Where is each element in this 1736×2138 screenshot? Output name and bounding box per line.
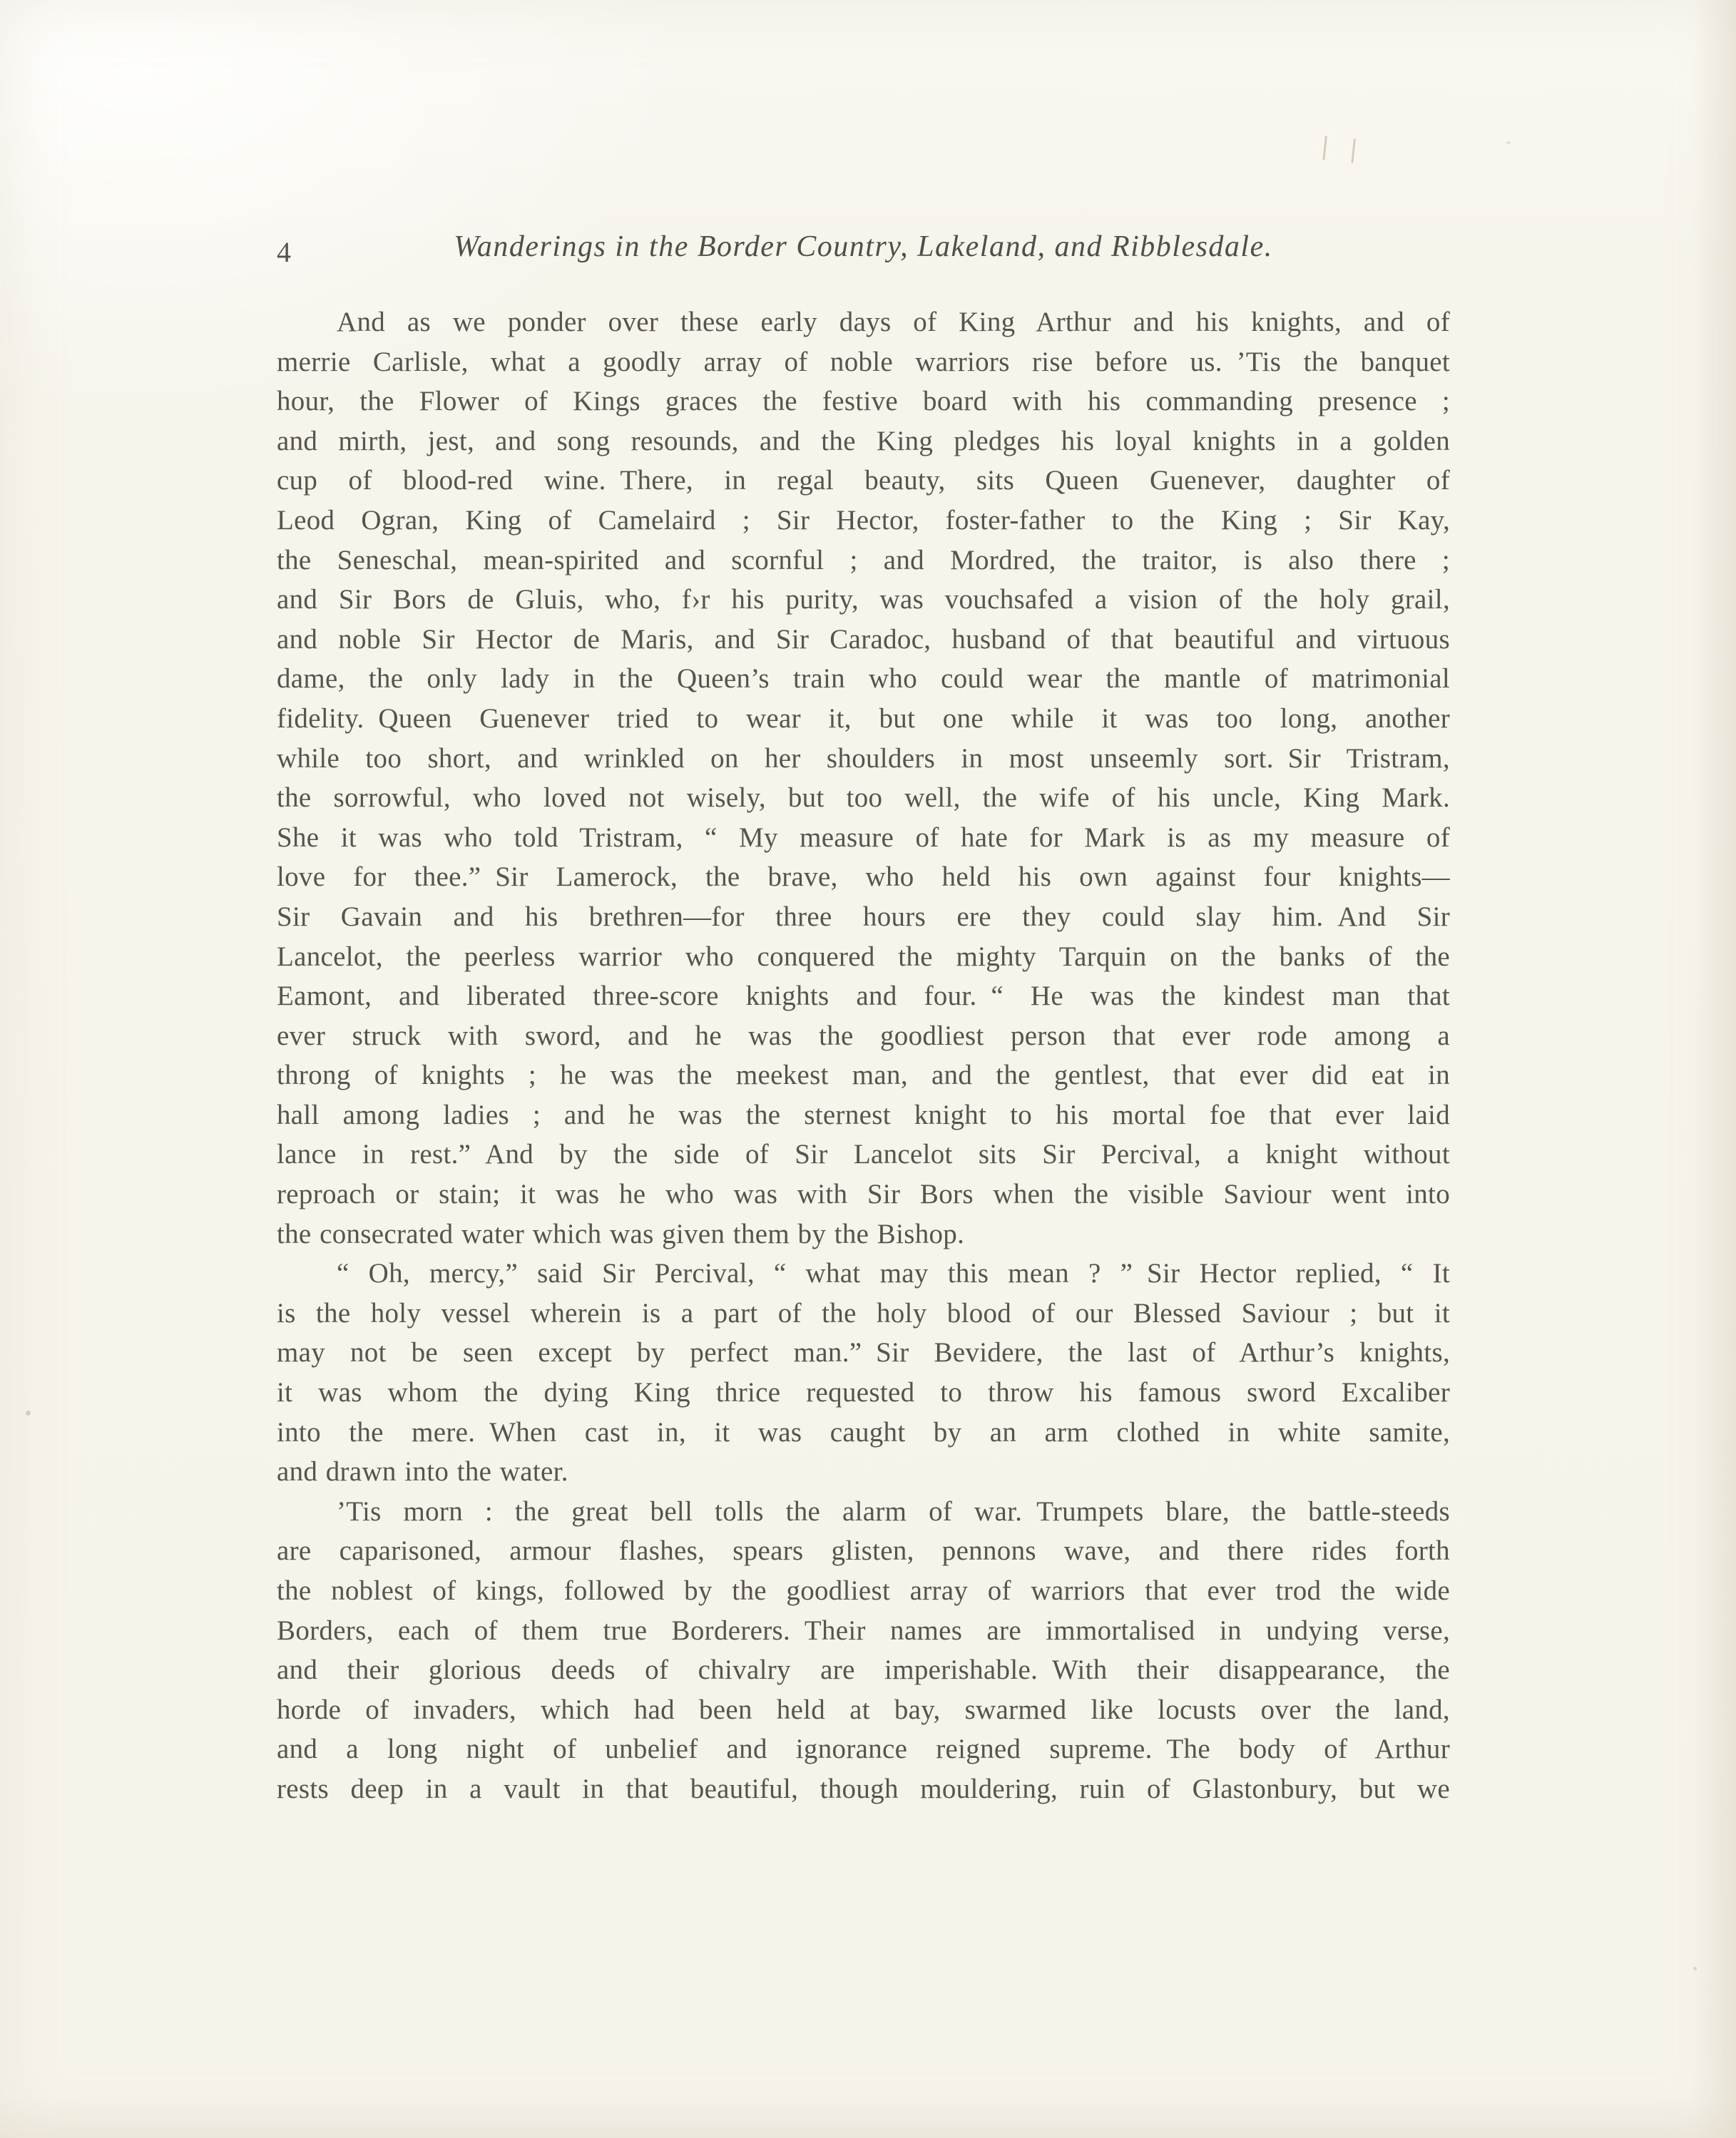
text-line: Lancelot, the peerless warrior who conquered the mighty Tarquin on the banks of the	[277, 941, 1450, 972]
paper-speck	[26, 1411, 31, 1416]
text-line: and mirth, jest, and song resounds, and the King pledges his loyal knights in a golden	[277, 425, 1450, 456]
text-line: ever struck with sword, and he was the goodliest person that ever rode among a	[277, 1020, 1450, 1051]
text-line: and their glorious deeds of chivalry are imperishable. With their disappearance, the	[277, 1654, 1450, 1686]
text-line: while too short, and wrinkled on her shoulders in most unseemly sort. Sir Tristram,	[277, 742, 1450, 774]
text-line: She it was who told Tristram, “ My measure of hate for Mark is as my measure of	[277, 822, 1450, 853]
text-line: and a long night of unbelief and ignorance reigned supreme. The body of Arthur	[277, 1734, 1450, 1765]
text-line: are caparisoned, armour flashes, spears glisten, pennons wave, and there rides forth	[277, 1535, 1450, 1567]
text-line: Eamont, and liberated three-score knights and four. “ He was the kindest man that	[277, 981, 1450, 1012]
text-line: reproach or stain; it was he who was with Sir Bors when the visible Saviour went into	[277, 1179, 1450, 1210]
text-line: and Sir Bors de Gluis, who, f›r his purity, was vouchsafed a vision of the holy grail,	[277, 584, 1450, 615]
text-line: the noblest of kings, followed by the goodliest array of warriors that ever trod the wide	[277, 1575, 1450, 1606]
text-line: Leod Ogran, King of Camelaird ; Sir Hector, foster-father to the King ; Sir Kay,	[277, 504, 1450, 536]
text-line: hour, the Flower of Kings graces the festive board with his commanding presence ;	[277, 386, 1450, 417]
text-line: and drawn into the water.	[277, 1456, 568, 1488]
text-line: lance in rest.” And by the side of Sir Lancelot sits Sir Percival, a knight without	[277, 1139, 1450, 1170]
text-line: hall among ladies ; and he was the sternest knight to his mortal foe that ever laid	[277, 1099, 1450, 1130]
text-line: it was whom the dying King thrice requested to throw his famous sword Excaliber	[277, 1377, 1450, 1408]
text-line: into the mere. When cast in, it was caught by an arm clothed in white samite,	[277, 1416, 1450, 1448]
text-block	[277, 302, 1450, 1809]
text-line: Sir Gavain and his brethren—for three hours ere they could slay him. And Sir	[277, 901, 1450, 932]
text-line: may not be seen except by perfect man.” Sir Bevidere, the last of Arthur’s knights,	[277, 1337, 1450, 1369]
pencil-mark: | |	[1319, 131, 1366, 165]
text-line: Borders, each of them true Borderers. Their names are immortalised in undying verse,	[277, 1615, 1450, 1646]
text-line: horde of invaders, which had been held at bay, swarmed like locusts over the land,	[277, 1694, 1450, 1725]
text-line: the consecrated water which was given them by the Bishop.	[277, 1218, 965, 1249]
text-line: cup of blood-red wine. There, in regal beauty, sits Queen Guenever, daughter of	[277, 465, 1450, 496]
text-line: throng of knights ; he was the meekest man, and the gentlest, that ever did eat in	[277, 1060, 1450, 1091]
text-line: ’Tis morn : the great bell tolls the alarm of war. Trumpets blare, the battle-steeds	[337, 1495, 1450, 1527]
text-line: the Seneschal, mean-spirited and scornful ; and Mordred, the traitor, is also there ;	[277, 544, 1450, 576]
paper-speck	[1693, 1967, 1697, 1970]
text-line: merrie Carlisle, what a goodly array of noble warriors rise before us. ’Tis the banquet	[277, 346, 1450, 377]
text-line: love for thee.” Sir Lamerock, the brave, who held his own against four knights—	[277, 861, 1450, 893]
running-header: Wanderings in the Border Country, Lakeland, and Ribblesdale.	[454, 230, 1273, 263]
text-line: And as we ponder over these early days of King Arthur and his knights, and of	[337, 307, 1450, 337]
text-line: “ Oh, mercy,” said Sir Percival, “ what may this mean ? ” Sir Hector replied, “ It	[337, 1258, 1450, 1289]
text-line: the sorrowful, who loved not wisely, but too well, the wife of his uncle, King Mark.	[277, 782, 1450, 814]
text-line: dame, the only lady in the Queen’s train who could wear the mantle of matrimonial	[277, 663, 1450, 695]
text-line: fidelity. Queen Guenever tried to wear it, but one while it was too long, another	[277, 702, 1450, 734]
paper-speck	[1506, 141, 1511, 144]
text-line: rests deep in a vault in that beautiful, though mouldering, ruin of Glastonbury, but we	[277, 1773, 1450, 1804]
page-number: 4	[277, 236, 291, 268]
text-line: is the holy vessel wherein is a part of the holy blood of our Blessed Saviour ; but it	[277, 1297, 1450, 1329]
text-line: and noble Sir Hector de Maris, and Sir Caradoc, husband of that beautiful and virtuous	[277, 623, 1450, 655]
